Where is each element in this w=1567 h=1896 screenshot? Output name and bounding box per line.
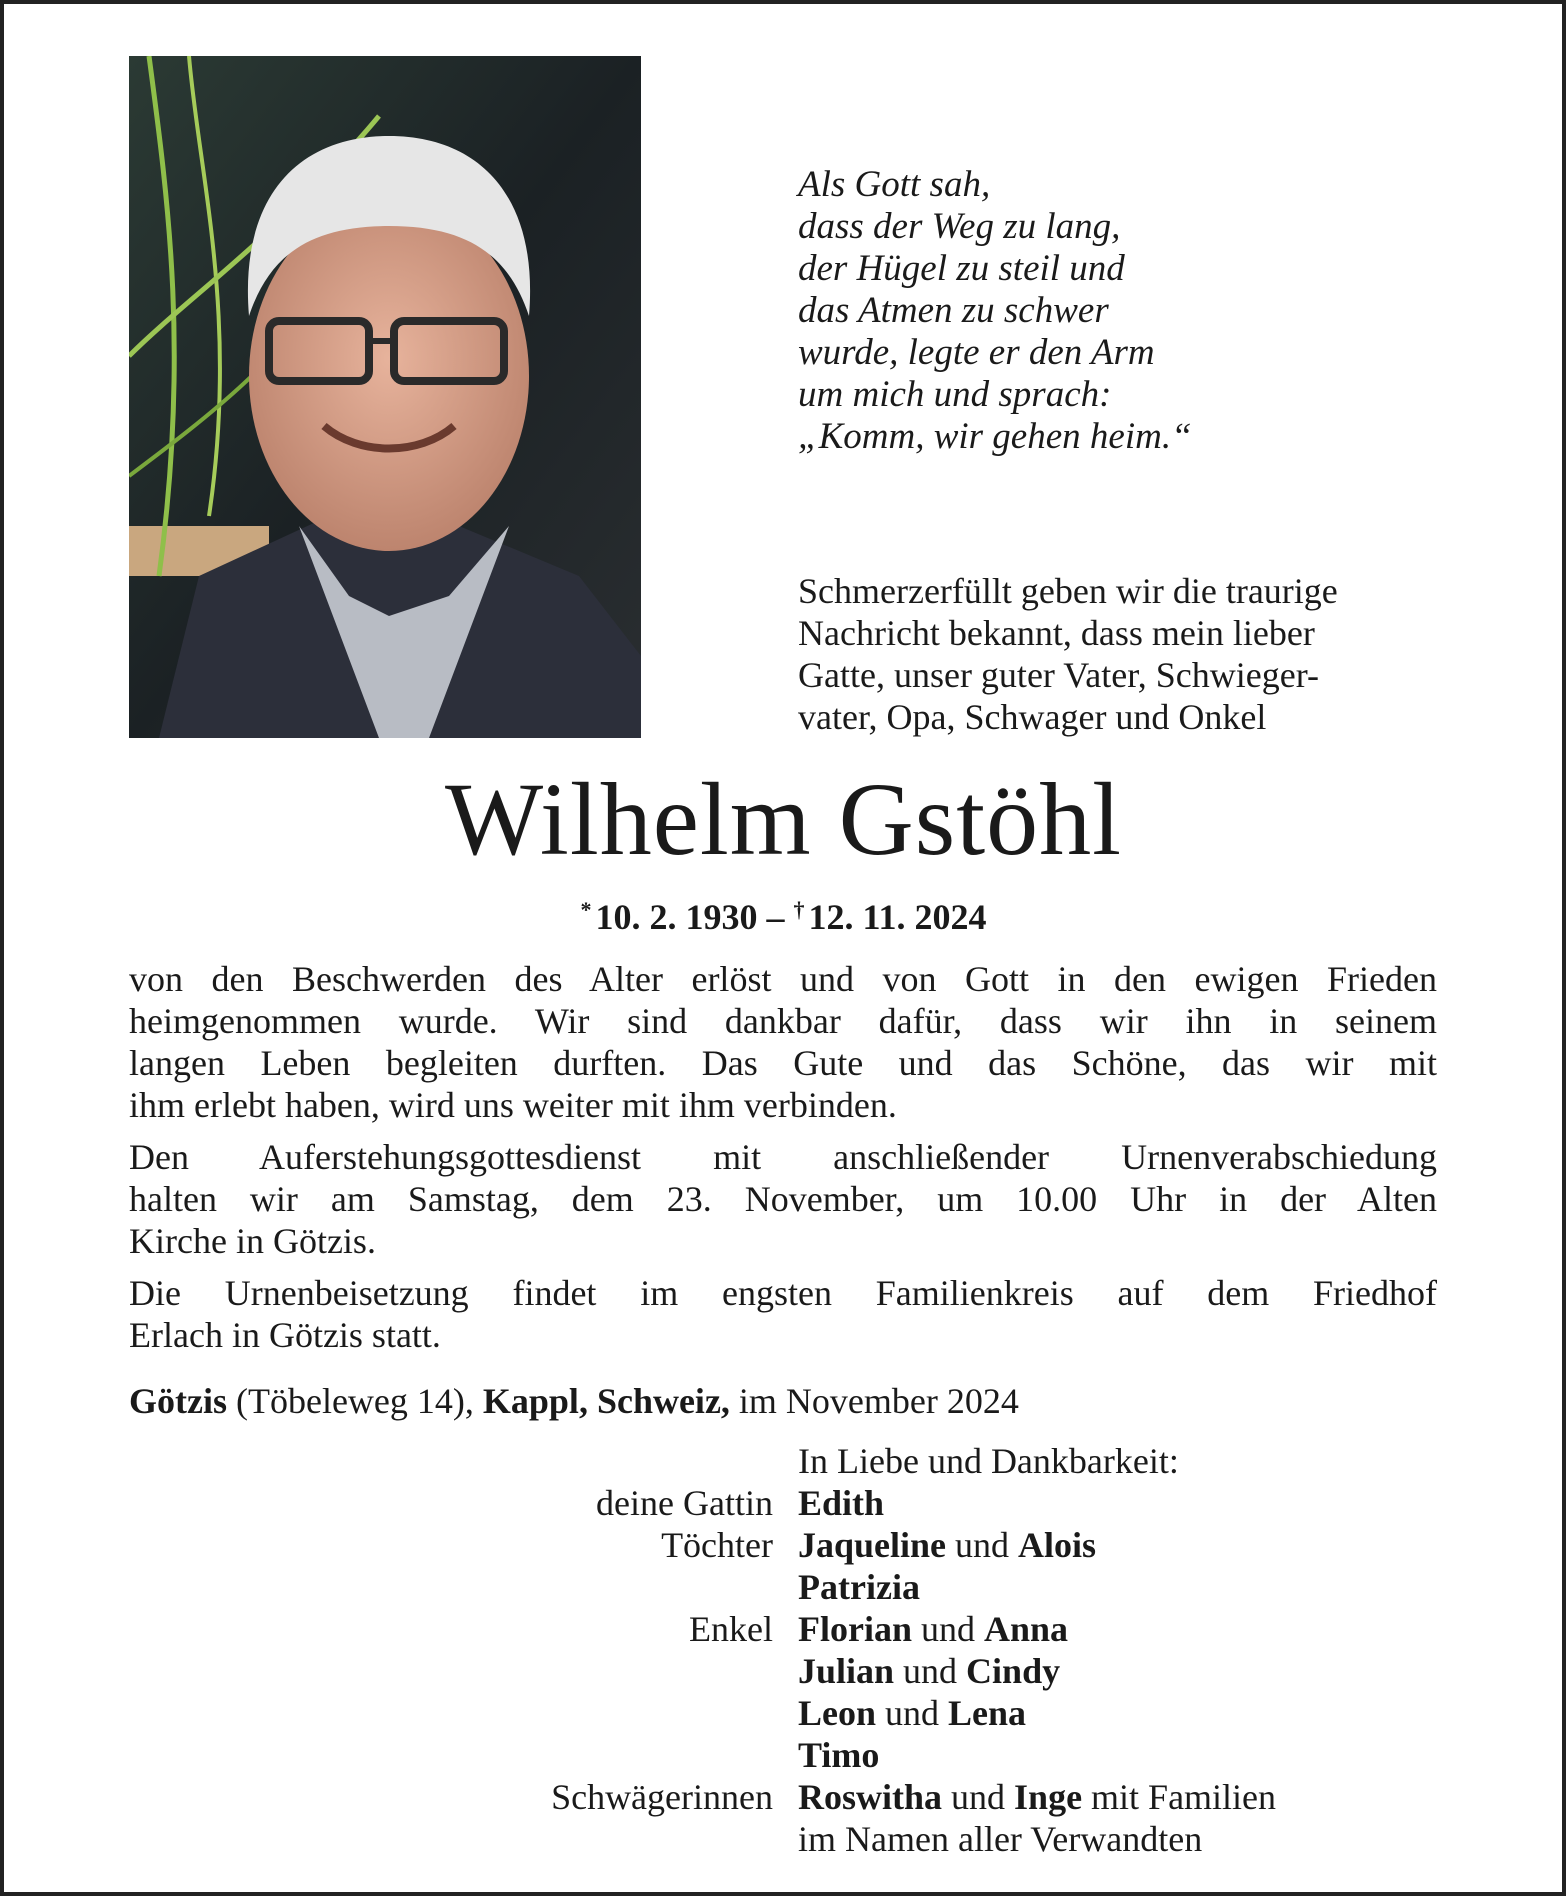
body-paragraph [129, 1272, 1437, 1356]
partner-name: Anna [984, 1609, 1069, 1649]
and-word: und [912, 1609, 984, 1649]
date-separator: – [766, 897, 785, 937]
intro-line: Gatte, unser guter Vater, Schwieger- [798, 655, 1319, 695]
grandchild-name: Timo [798, 1735, 880, 1775]
life-dates [0, 888, 1567, 939]
body-line: heimgenommen wurde. Wir sind dankbar dafür, dass wir ihn in seinem [129, 1001, 1437, 1041]
poem-line: „Komm, wir gehen heim.“ [798, 416, 1192, 457]
partner-name: Cindy [966, 1651, 1061, 1691]
body-line: Die Urnenbeisetzung findet im engsten Familienkreis auf dem Friedhof [129, 1273, 1437, 1313]
intro-line: Nachricht bekannt, dass mein lieber [798, 613, 1315, 653]
body-line: Den Auferstehungsgottesdienst mit anschließender Urnenverabschiedung [129, 1137, 1437, 1177]
body-paragraph [129, 958, 1437, 1126]
partner-name: Lena [948, 1693, 1027, 1733]
place-and-date [129, 1380, 1019, 1422]
family-row [400, 1692, 1500, 1734]
body-line: Kirche in Götzis. [129, 1221, 376, 1261]
grandchild-name: Julian [798, 1651, 895, 1691]
family-list [400, 1440, 1500, 1860]
portrait-photo [129, 56, 641, 738]
daughter-name: Patrizia [798, 1567, 920, 1607]
announcement-intro [798, 570, 1438, 738]
daughter-name: Jaqueline [798, 1525, 947, 1565]
grandchild-name: Leon [798, 1693, 877, 1733]
wife-label: deine Gattin [596, 1483, 773, 1523]
poem-line: der Hügel zu steil und [798, 248, 1125, 289]
and-word: und [942, 1777, 1015, 1817]
family-row [400, 1776, 1500, 1818]
death-symbol: † [793, 897, 805, 922]
family-row [400, 1482, 1500, 1524]
birth-date: 10. 2. 1930 [595, 897, 758, 937]
wife-name: Edith [798, 1483, 885, 1523]
deceased-name: Wilhelm Gstöhl [444, 762, 1123, 877]
family-row [400, 1608, 1500, 1650]
place-others: Kappl, Schweiz, [482, 1381, 730, 1421]
family-heading: In Liebe und Dankbarkeit: [798, 1441, 1179, 1481]
body-line: halten wir am Samstag, dem 23. November, um 10.00 Uhr in der Alten [129, 1179, 1437, 1219]
poem-line: Als Gott sah, [798, 164, 991, 205]
partner-name: Alois [1018, 1525, 1097, 1565]
body-line: langen Leben begleiten durften. Das Gute und das Schöne, das wir mit [129, 1043, 1437, 1083]
body-line: Erlach in Götzis statt. [129, 1315, 441, 1355]
death-date: 12. 11. 2024 [808, 897, 987, 937]
family-row [400, 1440, 1500, 1482]
family-row [400, 1818, 1500, 1860]
relatives-line: im Namen aller Verwandten [798, 1819, 1203, 1859]
grandchild-name: Florian [798, 1609, 912, 1649]
sister-in-law-name: Roswitha [798, 1777, 943, 1817]
body-line: ihm erlebt haben, wird uns weiter mit ihm verbinden. [129, 1085, 897, 1125]
family-row [400, 1566, 1500, 1608]
and-word: und [946, 1525, 1019, 1565]
place-date: im November 2024 [729, 1381, 1019, 1421]
place-town: Götzis [129, 1381, 227, 1421]
poem-line: um mich und sprach: [798, 374, 1112, 415]
place-address: (Töbeleweg 14), [226, 1381, 483, 1421]
daughters-label: Töchter [661, 1525, 773, 1565]
family-row [400, 1650, 1500, 1692]
obituary-body [129, 958, 1437, 1366]
intro-line: Schmerzerfüllt geben wir die traurige [798, 571, 1338, 611]
families-suffix: mit Familien [1082, 1777, 1277, 1817]
sisters-in-law-label: Schwägerinnen [551, 1777, 773, 1817]
family-row [400, 1734, 1500, 1776]
birth-symbol: * [580, 897, 592, 922]
body-paragraph [129, 1136, 1437, 1262]
and-word: und [876, 1693, 949, 1733]
grandchildren-label: Enkel [689, 1609, 773, 1649]
poem-line: das Atmen zu schwer [798, 290, 1109, 331]
and-word: und [894, 1651, 967, 1691]
poem [798, 164, 1192, 458]
sister-in-law-name: Inge [1014, 1777, 1083, 1817]
poem-line: dass der Weg zu lang, [798, 206, 1121, 247]
body-line: von den Beschwerden des Alter erlöst und von Gott in den ewigen Frieden [129, 959, 1437, 999]
poem-line: wurde, legte er den Arm [798, 332, 1155, 373]
intro-line: vater, Opa, Schwager und Onkel [798, 697, 1267, 737]
family-row [400, 1524, 1500, 1566]
